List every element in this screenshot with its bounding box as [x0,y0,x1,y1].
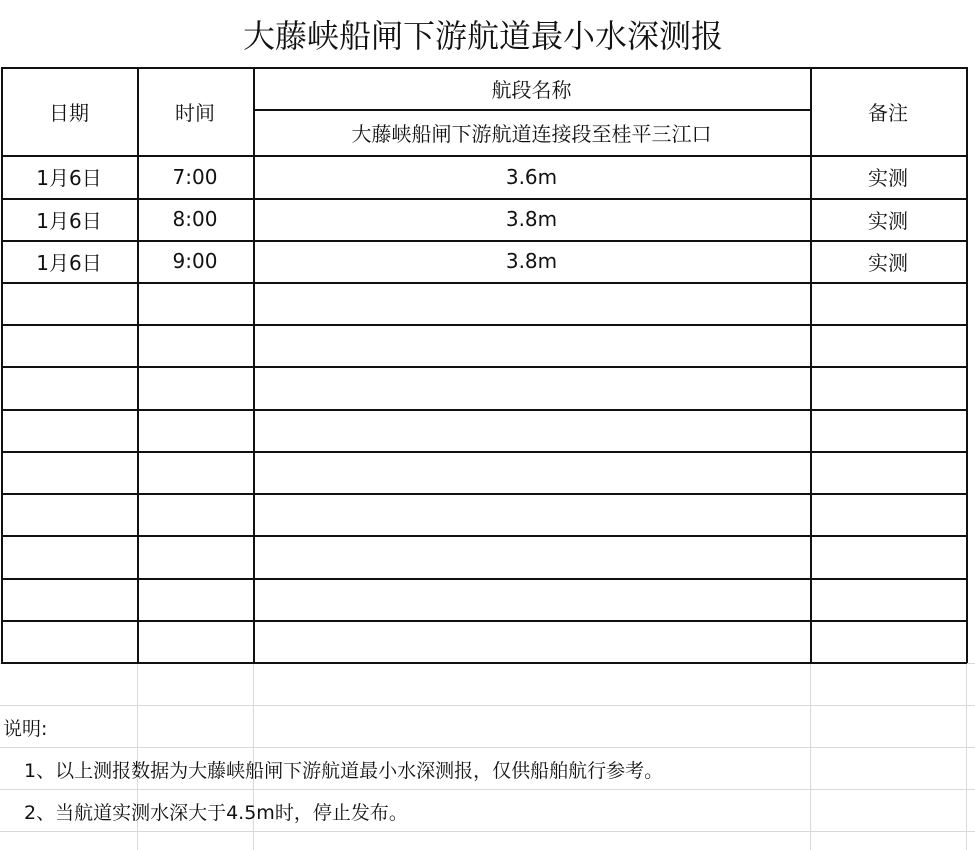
grid-row-line [0,705,975,706]
row-depth[interactable]: 3.6m [505,164,558,189]
row-depth[interactable]: 3.8m [505,207,558,231]
note-item: 1、以上测报数据为大藤峡船闸下游航道最小水深测报，仅供船舶航行参考。 [24,760,664,782]
grid-row-line [0,789,975,790]
row-date[interactable]: 1月6日 [36,166,102,190]
header-section-name: 航段名称 [491,77,572,102]
row-time[interactable]: 9:00 [172,249,218,273]
row-depth[interactable]: 3.8m [505,249,558,273]
row-remark[interactable]: 实测 [868,208,908,233]
header-time: 时间 [175,100,215,125]
row-date[interactable]: 1月6日 [36,208,102,233]
row-remark[interactable]: 实测 [868,166,908,190]
grid-row-line [0,831,975,832]
row-time[interactable]: 7:00 [172,164,218,189]
notes-label: 说明: [3,718,48,740]
header-section-value: 大藤峡船闸下游航道连接段至桂平三江口 [351,121,712,146]
header-remark: 备注 [868,100,908,125]
report-title: 大藤峡船闸下游航道最小水深测报 [242,17,723,55]
grid-row-line [0,747,975,748]
row-remark[interactable]: 实测 [868,250,908,275]
header-date: 日期 [49,100,89,125]
row-time[interactable]: 8:00 [172,207,218,231]
note-item: 2、当航道实测水深大于4.5m时，停止发布。 [24,802,408,824]
row-date[interactable]: 1月6日 [36,250,102,275]
